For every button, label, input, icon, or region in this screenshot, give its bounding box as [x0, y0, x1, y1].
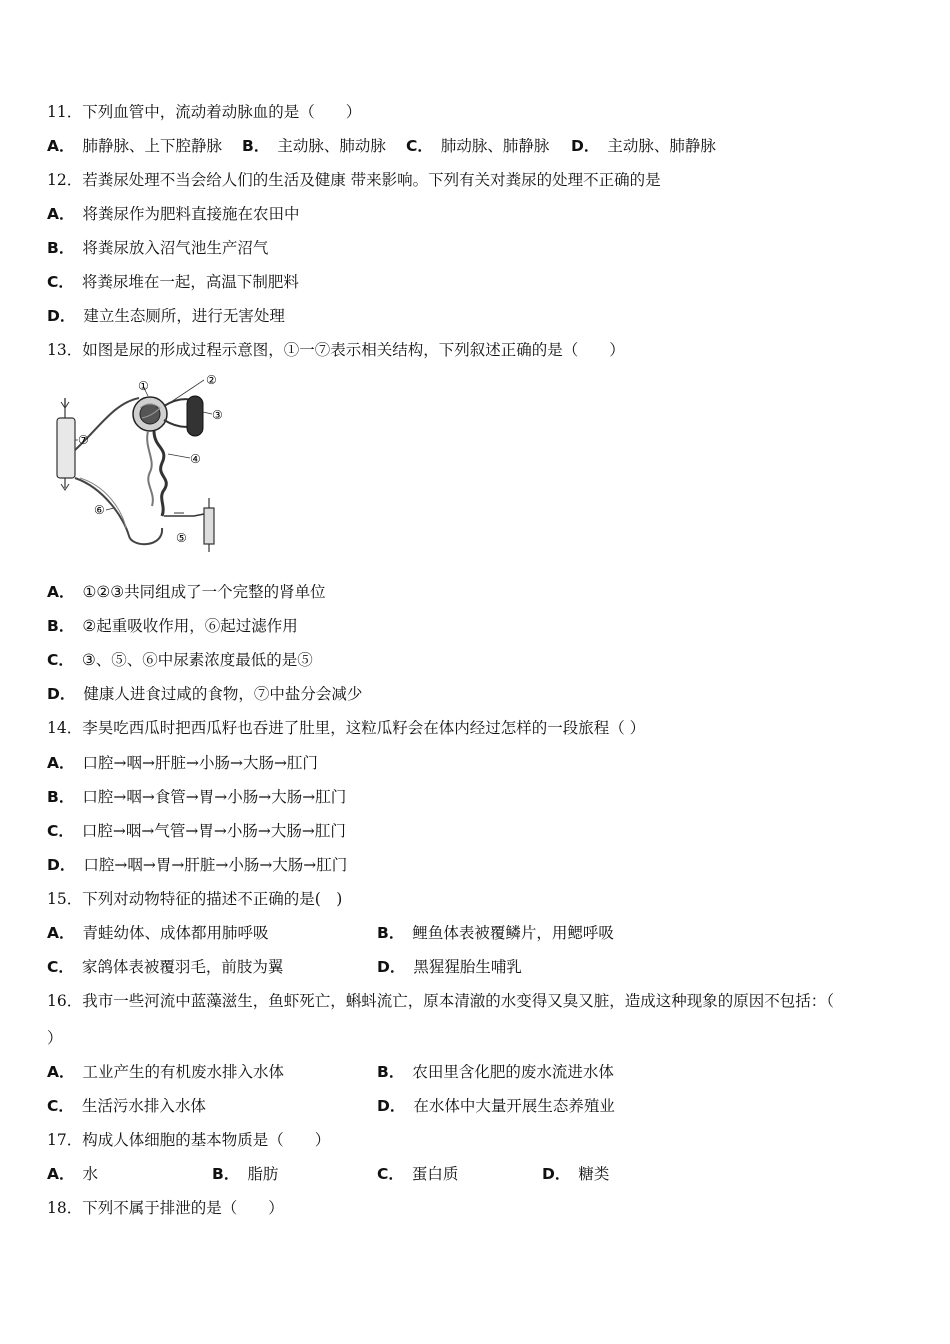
- q13-option-c[interactable]: [47, 649, 313, 671]
- q14-option-a[interactable]: [47, 752, 318, 774]
- option-label: B．: [47, 788, 75, 806]
- option-text: 口腔→咽→气管→胃→小肠→大肠→肛门: [81, 822, 346, 840]
- structure-7-tube: [57, 418, 75, 478]
- option-text: 肺静脉、上下腔静脉: [82, 137, 223, 155]
- figure-label-4: ④: [190, 452, 201, 466]
- q15-option-d[interactable]: [377, 956, 522, 978]
- option-text: 口腔→咽→肝脏→小肠→大肠→肛门: [82, 754, 318, 772]
- q17-stem: 17．构成人体细胞的基本物质是（ ）: [47, 1131, 331, 1149]
- figure-label-6: ⑥: [94, 503, 105, 517]
- option-label: A．: [47, 137, 75, 155]
- q14-option-c[interactable]: [47, 820, 346, 842]
- option-label: D．: [47, 307, 76, 325]
- q12-option-c[interactable]: [47, 271, 299, 293]
- q16-stem: 16．我市一些河流中蓝藻滋生，鱼虾死亡，蝌蚪流亡，原本清澈的水变得又臭又脏，造成这种现象的原因不包括：（: [47, 992, 834, 1010]
- option-text: 脂肪: [247, 1165, 279, 1183]
- option-label: A．: [47, 754, 75, 772]
- figure-label-2: ②: [206, 373, 217, 387]
- option-text: ③、⑤、⑥中尿素浓度最低的是⑤: [81, 651, 313, 669]
- structure-5: [204, 508, 214, 544]
- q17-option-c[interactable]: [377, 1163, 458, 1185]
- q14-stem: 14．李昊吃西瓜时把西瓜籽也吞进了肚里，这粒瓜籽会在体内经过怎样的一段旅程（ ）: [47, 719, 646, 737]
- option-text: 水: [82, 1165, 99, 1183]
- option-label: A．: [47, 924, 75, 942]
- q11-stem: 11．下列血管中，流动着动脉血的是（ ）: [47, 103, 362, 121]
- option-text: 口腔→咽→胃→肝脏→小肠→大肠→肛门: [83, 856, 348, 874]
- figure-label-7: ⑦: [78, 433, 89, 447]
- q17-option-b[interactable]: [212, 1163, 278, 1185]
- q15-option-b[interactable]: [377, 922, 614, 944]
- q15-option-a[interactable]: [47, 922, 269, 944]
- option-label: C．: [47, 958, 74, 976]
- q17-option-a[interactable]: [47, 1163, 98, 1185]
- option-text: 将粪尿放入沼气池生产沼气: [82, 239, 269, 257]
- option-label: B．: [242, 137, 270, 155]
- q16-option-c[interactable]: [47, 1095, 206, 1117]
- option-label: D．: [571, 137, 600, 155]
- q17-option-d[interactable]: [542, 1163, 609, 1185]
- option-text: 口腔→咽→食管→胃→小肠→大肠→肛门: [82, 788, 347, 806]
- q13-option-d[interactable]: [47, 683, 362, 705]
- option-label: D．: [47, 685, 76, 703]
- option-label: A．: [47, 583, 75, 601]
- option-label: D．: [377, 958, 406, 976]
- q16-option-d[interactable]: [377, 1095, 615, 1117]
- option-text: 将粪尿作为肥料直接施在农田中: [82, 205, 300, 223]
- option-text: 鲤鱼体表被覆鳞片，用鳃呼吸: [412, 924, 614, 942]
- option-label: D．: [542, 1165, 571, 1183]
- option-label: C．: [47, 822, 74, 840]
- q11-option-a[interactable]: [47, 135, 222, 157]
- option-text: ②起重吸收作用，⑥起过滤作用: [82, 617, 298, 635]
- option-label: C．: [47, 273, 74, 291]
- q12-option-a[interactable]: [47, 203, 300, 225]
- q15-option-c[interactable]: [47, 956, 283, 978]
- figure-label-5: ⑤: [176, 531, 187, 545]
- q15-stem: 15．下列对动物特征的描述不正确的是( ): [47, 890, 343, 908]
- q16-stem-cont: ）: [47, 1029, 63, 1047]
- q13-stem: 13．如图是尿的形成过程示意图，①一⑦表示相关结构，下列叙述正确的是（ ）: [47, 341, 625, 359]
- option-label: C．: [47, 651, 74, 669]
- option-text: 农田里含化肥的废水流进水体: [412, 1063, 614, 1081]
- option-text: 青蛙幼体、成体都用肺呼吸: [82, 924, 269, 942]
- q11-option-b[interactable]: [242, 135, 386, 157]
- option-text: 肺动脉、肺静脉: [440, 137, 550, 155]
- q18-stem: 18．下列不属于排泄的是（ ）: [47, 1199, 284, 1217]
- option-text: 健康人进食过咸的食物，⑦中盐分会减少: [83, 685, 363, 703]
- figure-label-1: ①: [138, 379, 149, 393]
- option-label: B．: [377, 924, 405, 942]
- option-label: A．: [47, 1165, 75, 1183]
- option-text: 在水体中大量开展生态养殖业: [413, 1097, 615, 1115]
- option-label: B．: [47, 239, 75, 257]
- option-label: B．: [377, 1063, 405, 1081]
- option-text: 生活污水排入水体: [81, 1097, 206, 1115]
- q14-option-b[interactable]: [47, 786, 346, 808]
- figure-label-3: ③: [212, 408, 223, 422]
- option-text: 主动脉、肺静脉: [607, 137, 716, 155]
- q16-option-b[interactable]: [377, 1061, 614, 1083]
- option-label: D．: [47, 856, 76, 874]
- option-text: 蛋白质: [411, 1165, 459, 1183]
- option-label: A．: [47, 1063, 75, 1081]
- structure-3: [187, 396, 203, 436]
- q16-option-a[interactable]: [47, 1061, 284, 1083]
- q13-option-b[interactable]: [47, 615, 298, 637]
- nephron-diagram-svg: [44, 368, 240, 554]
- q11-option-c[interactable]: [406, 135, 549, 157]
- option-label: B．: [212, 1165, 240, 1183]
- option-label: B．: [47, 617, 75, 635]
- option-label: C．: [377, 1165, 404, 1183]
- q12-stem: 12．若粪尿处理不当会给人们的生活及健康 带来影响。下列有关对粪尿的处理不正确的是: [47, 171, 661, 189]
- option-text: 家鸽体表被覆羽毛，前肢为翼: [81, 958, 284, 976]
- q14-option-d[interactable]: [47, 854, 347, 876]
- q12-option-b[interactable]: [47, 237, 268, 259]
- q12-option-d[interactable]: [47, 305, 285, 327]
- option-text: 糖类: [578, 1165, 610, 1183]
- option-text: 主动脉、肺动脉: [277, 137, 386, 155]
- option-text: ①②③共同组成了一个完整的肾单位: [82, 583, 326, 601]
- nephron-diagram: [44, 368, 240, 554]
- option-text: 工业产生的有机废水排入水体: [82, 1063, 285, 1081]
- option-label: A．: [47, 205, 75, 223]
- option-text: 黑猩猩胎生哺乳: [413, 958, 522, 976]
- q13-option-a[interactable]: [47, 581, 326, 603]
- option-label: C．: [406, 137, 433, 155]
- option-label: D．: [377, 1097, 406, 1115]
- q11-option-d[interactable]: [571, 135, 716, 157]
- option-text: 将粪尿堆在一起，高温下制肥料: [81, 273, 299, 291]
- option-text: 建立生态厕所，进行无害处理: [83, 307, 285, 325]
- option-label: C．: [47, 1097, 74, 1115]
